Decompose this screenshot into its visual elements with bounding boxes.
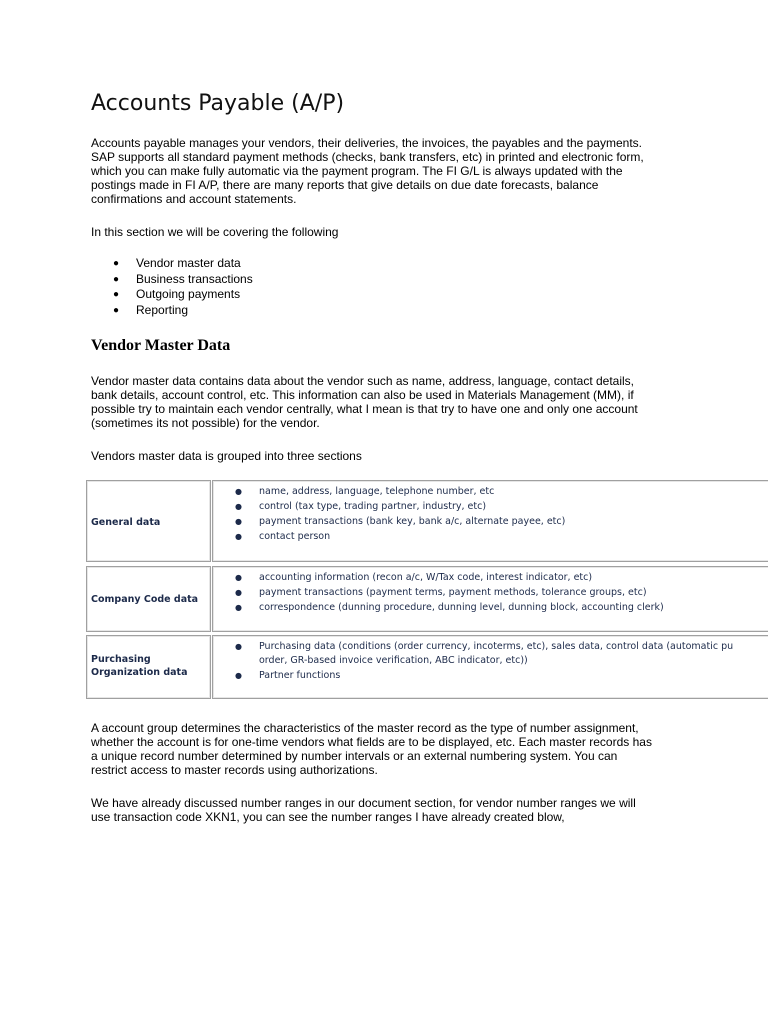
table-label-cell (86, 566, 211, 632)
table-item (235, 669, 733, 683)
intro-line: postings made in FI A/P, there are many reports that give details on due date forecasts, balance (91, 178, 599, 192)
bullet-icon: ● (235, 502, 242, 511)
account-group-line: A account group determines the characteristics of the master record as the type of number assignment, (91, 721, 639, 735)
table-item-text: payment transactions (payment terms, payment methods, tolerance groups, etc) (259, 587, 647, 598)
number-ranges-paragraph (91, 796, 691, 824)
vendor-line: possible try to maintain each vendor centrally, what I mean is that try to have one and only one account (91, 402, 638, 416)
table-item (235, 601, 664, 615)
intro-paragraph (91, 136, 691, 206)
account-group-paragraph (91, 721, 691, 777)
table-item-list (235, 640, 733, 684)
grouped-text: Vendors master data is grouped into three sections (91, 449, 362, 463)
topic-label: Outgoing payments (136, 287, 241, 301)
table-item-text: correspondence (dunning procedure, dunning level, dunning block, accounting clerk) (259, 602, 664, 613)
bullet-icon: ● (235, 603, 242, 612)
bullet-icon: ● (235, 588, 242, 597)
list-item (91, 256, 253, 272)
table-item-text: accounting information (recon a/c, W/Tax code, interest indicator, etc) (259, 572, 593, 583)
row-label: General data (91, 517, 161, 528)
bullet-icon: ● (113, 273, 120, 285)
row-label: Company Code data (91, 594, 199, 605)
intro-line: Accounts payable manages your vendors, their deliveries, the invoices, the payables and the payments. (91, 136, 642, 150)
intro-line: SAP supports all standard payment methods (checks, bank transfers, etc) in printed and electronic form, (91, 150, 644, 164)
table-item-text: Purchasing data (conditions (order currency, incoterms, etc), sales data, control data (automatic pu (259, 641, 734, 652)
table-item (235, 571, 664, 585)
section-intro-text: In this section we will be covering the following (91, 225, 339, 239)
topic-label: Vendor master data (136, 256, 241, 270)
section-heading: Vendor Master Data (91, 337, 231, 354)
row-label: Organization data (91, 667, 188, 678)
table-item (235, 515, 565, 529)
table-label-cell (86, 480, 211, 562)
vendor-line: Vendor master data contains data about the vendor such as name, address, language, contact details, (91, 374, 635, 388)
bullet-icon: ● (113, 258, 120, 269)
number-ranges-line: We have already discussed number ranges in our document section, for vendor number ranges we will (91, 796, 636, 810)
list-item (91, 272, 253, 288)
account-group-line: whether the account is for one-time vendors what fields are to be displayed, etc. Each master records has (91, 735, 652, 749)
table-item (235, 500, 565, 514)
table-label-cell (86, 635, 211, 699)
page-title: Accounts Payable (A/P) (91, 91, 345, 116)
table-item-text: contact person (259, 531, 331, 542)
topic-list (91, 256, 253, 318)
bullet-icon: ● (235, 487, 242, 496)
table-item (235, 640, 733, 668)
bullet-icon: ● (113, 304, 120, 316)
table-item-text: order, GR-based invoice verification, ABC indicator, etc)) (259, 655, 528, 666)
table-content-cell (212, 480, 768, 562)
topic-label: Business transactions (136, 271, 253, 286)
vendor-line: (sometimes its not possible) for the vendor. (91, 416, 320, 430)
table-item (235, 586, 664, 600)
list-item (91, 303, 253, 319)
table-item-text: Partner functions (259, 670, 341, 681)
account-group-line: restrict access to master records using authorizations. (91, 763, 378, 777)
bullet-icon: ● (235, 671, 242, 680)
intro-line: confirmations and account statements. (91, 192, 297, 206)
table-content-cell (212, 635, 768, 699)
intro-line: which you can make fully automatic via the payment program. The FI G/L is always updated with the (91, 164, 623, 178)
bullet-icon: ● (235, 642, 242, 651)
bullet-icon: ● (235, 517, 242, 526)
topic-label: Reporting (136, 302, 189, 317)
table-item-list (235, 571, 664, 616)
vendor-data-table (86, 480, 768, 704)
table-item-text: control (tax type, trading partner, industry, etc) (259, 501, 487, 512)
table-item (235, 485, 565, 499)
number-ranges-line: use transaction code XKN1, you can see the number ranges I have already created blow, (91, 810, 565, 824)
list-item (91, 287, 253, 303)
table-item (235, 530, 565, 544)
bullet-icon: ● (113, 289, 120, 300)
table-content-cell (212, 566, 768, 632)
table-item-text: payment transactions (bank key, bank a/c, alternate payee, etc) (259, 516, 566, 527)
account-group-line: a unique record number determined by number intervals or an external numbering system. You can (91, 749, 618, 763)
row-label: Purchasing (91, 654, 151, 665)
bullet-icon: ● (235, 532, 242, 541)
bullet-icon: ● (235, 573, 242, 582)
vendor-paragraph (91, 374, 691, 430)
table-item-list (235, 485, 565, 545)
vendor-line: bank details, account control, etc. This information can also be used in Materials Management (MM), if (91, 388, 634, 402)
table-item-text: name, address, language, telephone number, etc (259, 486, 495, 497)
